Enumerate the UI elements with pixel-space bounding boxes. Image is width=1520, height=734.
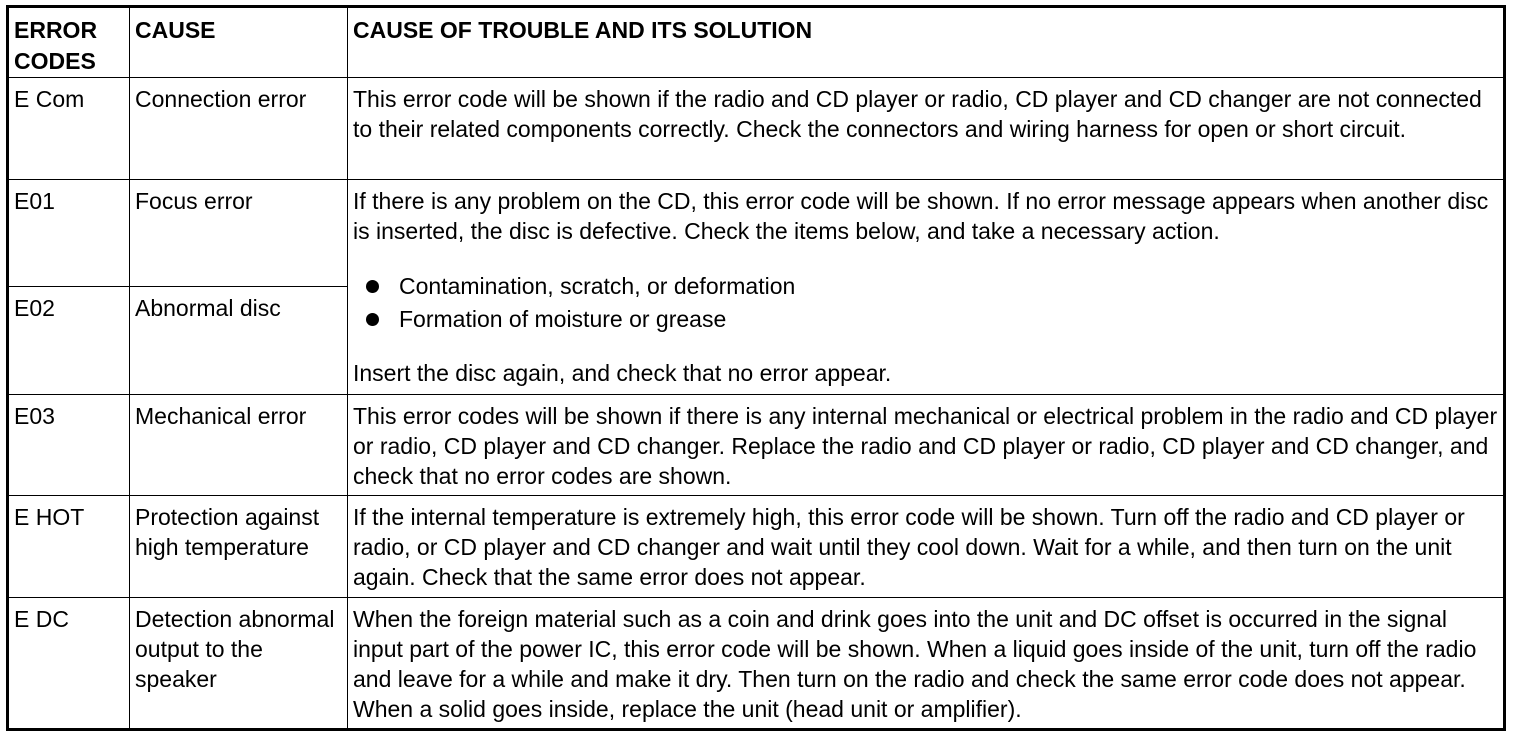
cause-cell: Detection abnormal output to the speaker (130, 598, 348, 730)
cause-cell: Protection against high temperature (130, 496, 348, 598)
table-row (8, 78, 1505, 180)
cause-cell: Abnormal disc (130, 287, 348, 395)
header-cause: CAUSE (130, 7, 348, 78)
error-code-cell: E HOT (8, 496, 130, 598)
disc-solution-cell (348, 180, 1505, 395)
disc-solution-outro: Insert the disc again, and check that no error appear. (353, 360, 892, 386)
bullet-icon (366, 313, 379, 326)
list-item: Formation of moisture or grease (363, 303, 795, 336)
header-solution: CAUSE OF TROUBLE AND ITS SOLUTION (348, 7, 1505, 78)
cause-cell: Focus error (130, 180, 348, 287)
error-code-cell: E02 (8, 287, 130, 395)
solution-cell: If the internal temperature is extremely high, this error code will be shown. Turn off the radio and CD player or radio, or CD player and CD changer and wait until they cool down. Wait for a while, and then turn on the unit again. Check that the same error does not appear. (348, 496, 1505, 598)
bullet-icon (366, 280, 379, 293)
solution-cell: This error codes will be shown if there is any internal mechanical or electrical problem in the radio and CD player or radio, CD player and CD changer. Replace the radio and CD player or radio, CD player and CD changer, and check that no error codes are shown. (348, 395, 1505, 496)
header-error-codes: ERROR CODES (8, 7, 130, 78)
table-row (8, 180, 1505, 287)
cause-cell: Mechanical error (130, 395, 348, 496)
table-row (8, 395, 1505, 496)
error-code-cell: E Com (8, 78, 130, 180)
error-code-cell: E01 (8, 180, 130, 287)
solution-cell: When the foreign material such as a coin and drink goes into the unit and DC offset is occurred in the signal input part of the power IC, this error code will be shown. When a liquid goes inside of the unit, turn off the radio and leave for a while and make it dry. Then turn on the radio and check the same error code does not appear. When a solid goes inside, replace the unit (head unit or amplifier). (348, 598, 1505, 730)
table-header-row (8, 7, 1505, 78)
list-item: Contamination, scratch, or deformation (363, 270, 795, 303)
cause-cell: Connection error (130, 78, 348, 180)
disc-check-list (363, 270, 795, 336)
table-row (8, 598, 1505, 730)
error-code-cell: E DC (8, 598, 130, 730)
error-code-cell: E03 (8, 395, 130, 496)
disc-solution-intro: If there is any problem on the CD, this error code will be shown. If no error message appears when another disc is inserted, the disc is defective. Check the items below, and take a necessary action. (353, 188, 1489, 244)
error-code-table (6, 5, 1506, 731)
solution-cell: This error code will be shown if the radio and CD player or radio, CD player and CD changer are not connected to their related components correctly. Check the connectors and wiring harness for open or short circuit. (348, 78, 1505, 180)
table-row (8, 496, 1505, 598)
